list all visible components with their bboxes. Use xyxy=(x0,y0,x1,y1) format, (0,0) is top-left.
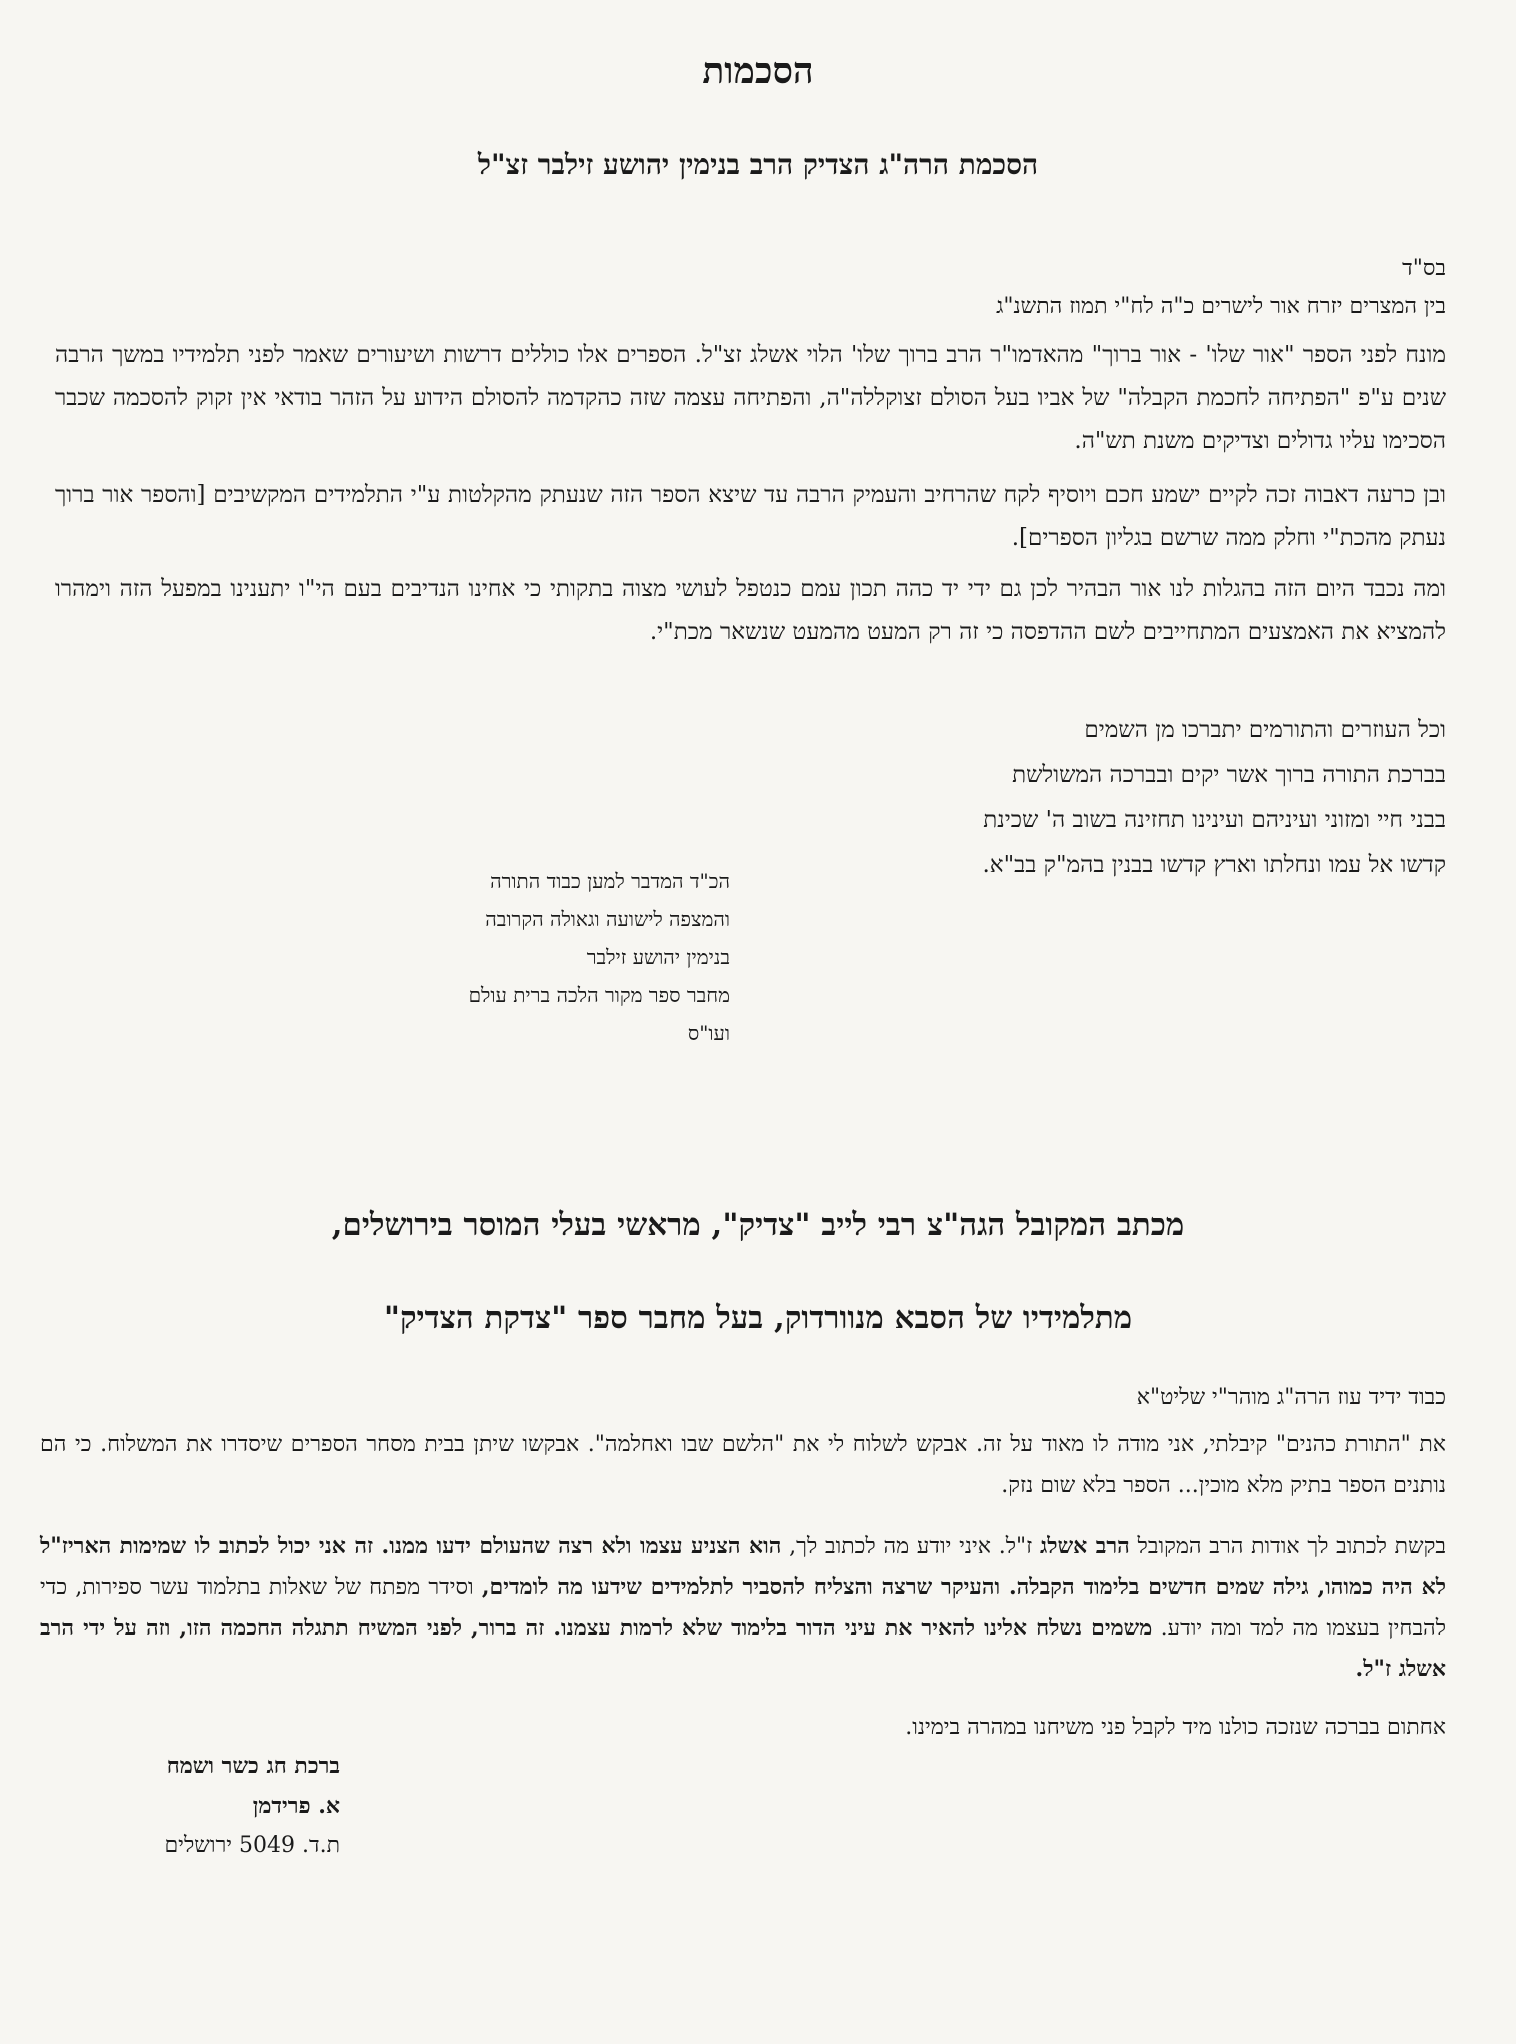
letter-signature xyxy=(40,1746,340,1866)
letter-emphasis: משמים נשלח אלינו להאיר את עיני הדור בלימוד שלא לרמות עצמנו. זה ברור, לפני המשיח תתגלה החכמה הזו, וזה על ידי הרב אשלג ז"ל. xyxy=(40,1615,1446,1682)
haskama-paragraph-3: ומה נכבד היום הזה בהגלות לנו אור הבהיר לכן גם ידי יד כהה תכון עמם כנטפל לעושי מצוה בתקותי כי אחינו הנדיבים בעם הי"ו יתענינו במפעל הזה וימהרו להמציא את האמצעים המתחייבים לשם ההדפסה כי זה רק המעט מהמעט שנשאר מכת"י. xyxy=(55,576,1446,645)
signature-line: ועו"ס xyxy=(687,1021,730,1045)
haskama-title: הסכמת הרה"ג הצדיק הרב בנימין יהושע זילבר זצ"ל xyxy=(477,148,1039,181)
signature-line: בנימין יהושע זילבר xyxy=(586,945,730,969)
signature-line: מחבר ספר מקור הלכה ברית עולם xyxy=(468,983,730,1007)
signature-line: הכ"ד המדבר למען כבוד התורה xyxy=(490,869,730,893)
blessing-line: בבני חיי ומזוני ועיניהם ועינינו תחזינה בשוב ה' שכינת xyxy=(983,807,1446,833)
letter-emphasis: הוא הצניע עצמו ולא רצה שהעולם ידעו ממנו. זה אני יכול לכתוב לו שמימות האריז"ל לא היה כמוהו, גילה שמים חדשים בלימוד הקבלה. והעיקר שרצה והצליח להסביר לתלמידים שידעו מה לומדים, xyxy=(40,1533,1446,1600)
letter-signature-address: ת.ד. 5049 ירושלים xyxy=(164,1833,340,1858)
blessing-line: בברכת התורה ברוך אשר יקים ובברכה המשולשת xyxy=(1012,762,1446,788)
letter-signature-name: א. פרידמן xyxy=(252,1793,340,1819)
haskama-paragraph-1: מונח לפני הספר "אור שלו' - אור ברוך" מהאדמו"ר הרב ברוך שלו' הלוי אשלג זצ"ל. הספרים אלו כוללים דרשות ושיעורים שאמר לפני תלמידיו במשך הרבה שנים ע"פ "הפתיחה לחכמת הקבלה" של אביו בעל הסולם זצוקללה"ה, והפתיחה עצמה שזה כהקדמה להסולם הידוע על הזהר בודאי אין זקוק להסכמה שכבר הסכימו עליו גדולים וצדיקים משנת תש"ה. xyxy=(55,342,1446,454)
haskama-blessing xyxy=(826,708,1446,888)
bsd-mark: בס"ד xyxy=(1402,256,1446,281)
letter-title-line-1: מכתב המקובל הגה"צ רבי לייב "צדיק", מראשי בעלי המוסר בירושלים, xyxy=(331,1207,1185,1243)
letter-signature-line: ברכת חג כשר ושמח xyxy=(166,1753,340,1779)
haskama-header xyxy=(996,250,1446,326)
blessing-line: וכל העוזרים והתורמים יתברכו מן השמים xyxy=(1084,717,1446,743)
haskama-paragraph-2: ובן כרעה דאבוה זכה לקיים ישמע חכם ויוסיף לקח שהרחיב והעמיק הרבה עד שיצא הספר הזה שנעתק מהקלטות ע"י התלמידים המקשיבים [והספר אור ברוך נעתק מהכת"י וחלק ממה שרשם בגליון הספרים]. xyxy=(55,482,1446,551)
signature-line: והמצפה לישועה וגאולה הקרובה xyxy=(485,907,730,931)
haskama-date: בין המצרים יזרח אור לישרים כ"ה לח"י תמוז התשנ"ג xyxy=(996,294,1446,319)
letter-paragraph-1: את "התורת כהנים" קיבלתי, אני מודה לו מאוד על זה. אבקש לשלוח לי את "הלשם שבו ואחלמה". אבקשו שיתן בבית מסחר הספרים שיסדרו את המשלוח. כי הם נותנים הספר בתיק מלא מוכין... הספר בלא שום נזק. xyxy=(40,1432,1446,1498)
letter-text: ז"ל. איני יודע מה לכתוב לך, xyxy=(781,1534,1041,1559)
letter-paragraph-2 xyxy=(40,1526,1446,1690)
letter-text: בקשת לכתוב לך אודות הרב המקובל xyxy=(1129,1534,1446,1559)
letter-text: וסידר מפתח של שאלות בתלמוד עשר ספירות, כדי להבחין בעצמו מה למד ומה יודע. xyxy=(40,1575,1446,1641)
blessing-line: קדשו אל עמו ונחלתו וארץ קדשו בבנין בהמ"ק בב"א. xyxy=(982,852,1446,878)
letter-closing: אחתום בברכה שנזכה כולנו מיד לקבל פני משיחנו במהרה בימינו. xyxy=(905,1715,1446,1740)
letter-emphasis: הרב אשלג xyxy=(1040,1533,1130,1559)
letter-salutation: כבוד ידיד עוז הרה"ג מוהר"י שליט"א xyxy=(1136,1385,1446,1410)
haskama-signature xyxy=(370,862,730,1052)
page-title: הסכמות xyxy=(702,50,814,92)
letter-title-line-2: מתלמידיו של הסבא מנוורדוק, בעל מחבר ספר "צדקת הצדיק" xyxy=(383,1300,1133,1336)
